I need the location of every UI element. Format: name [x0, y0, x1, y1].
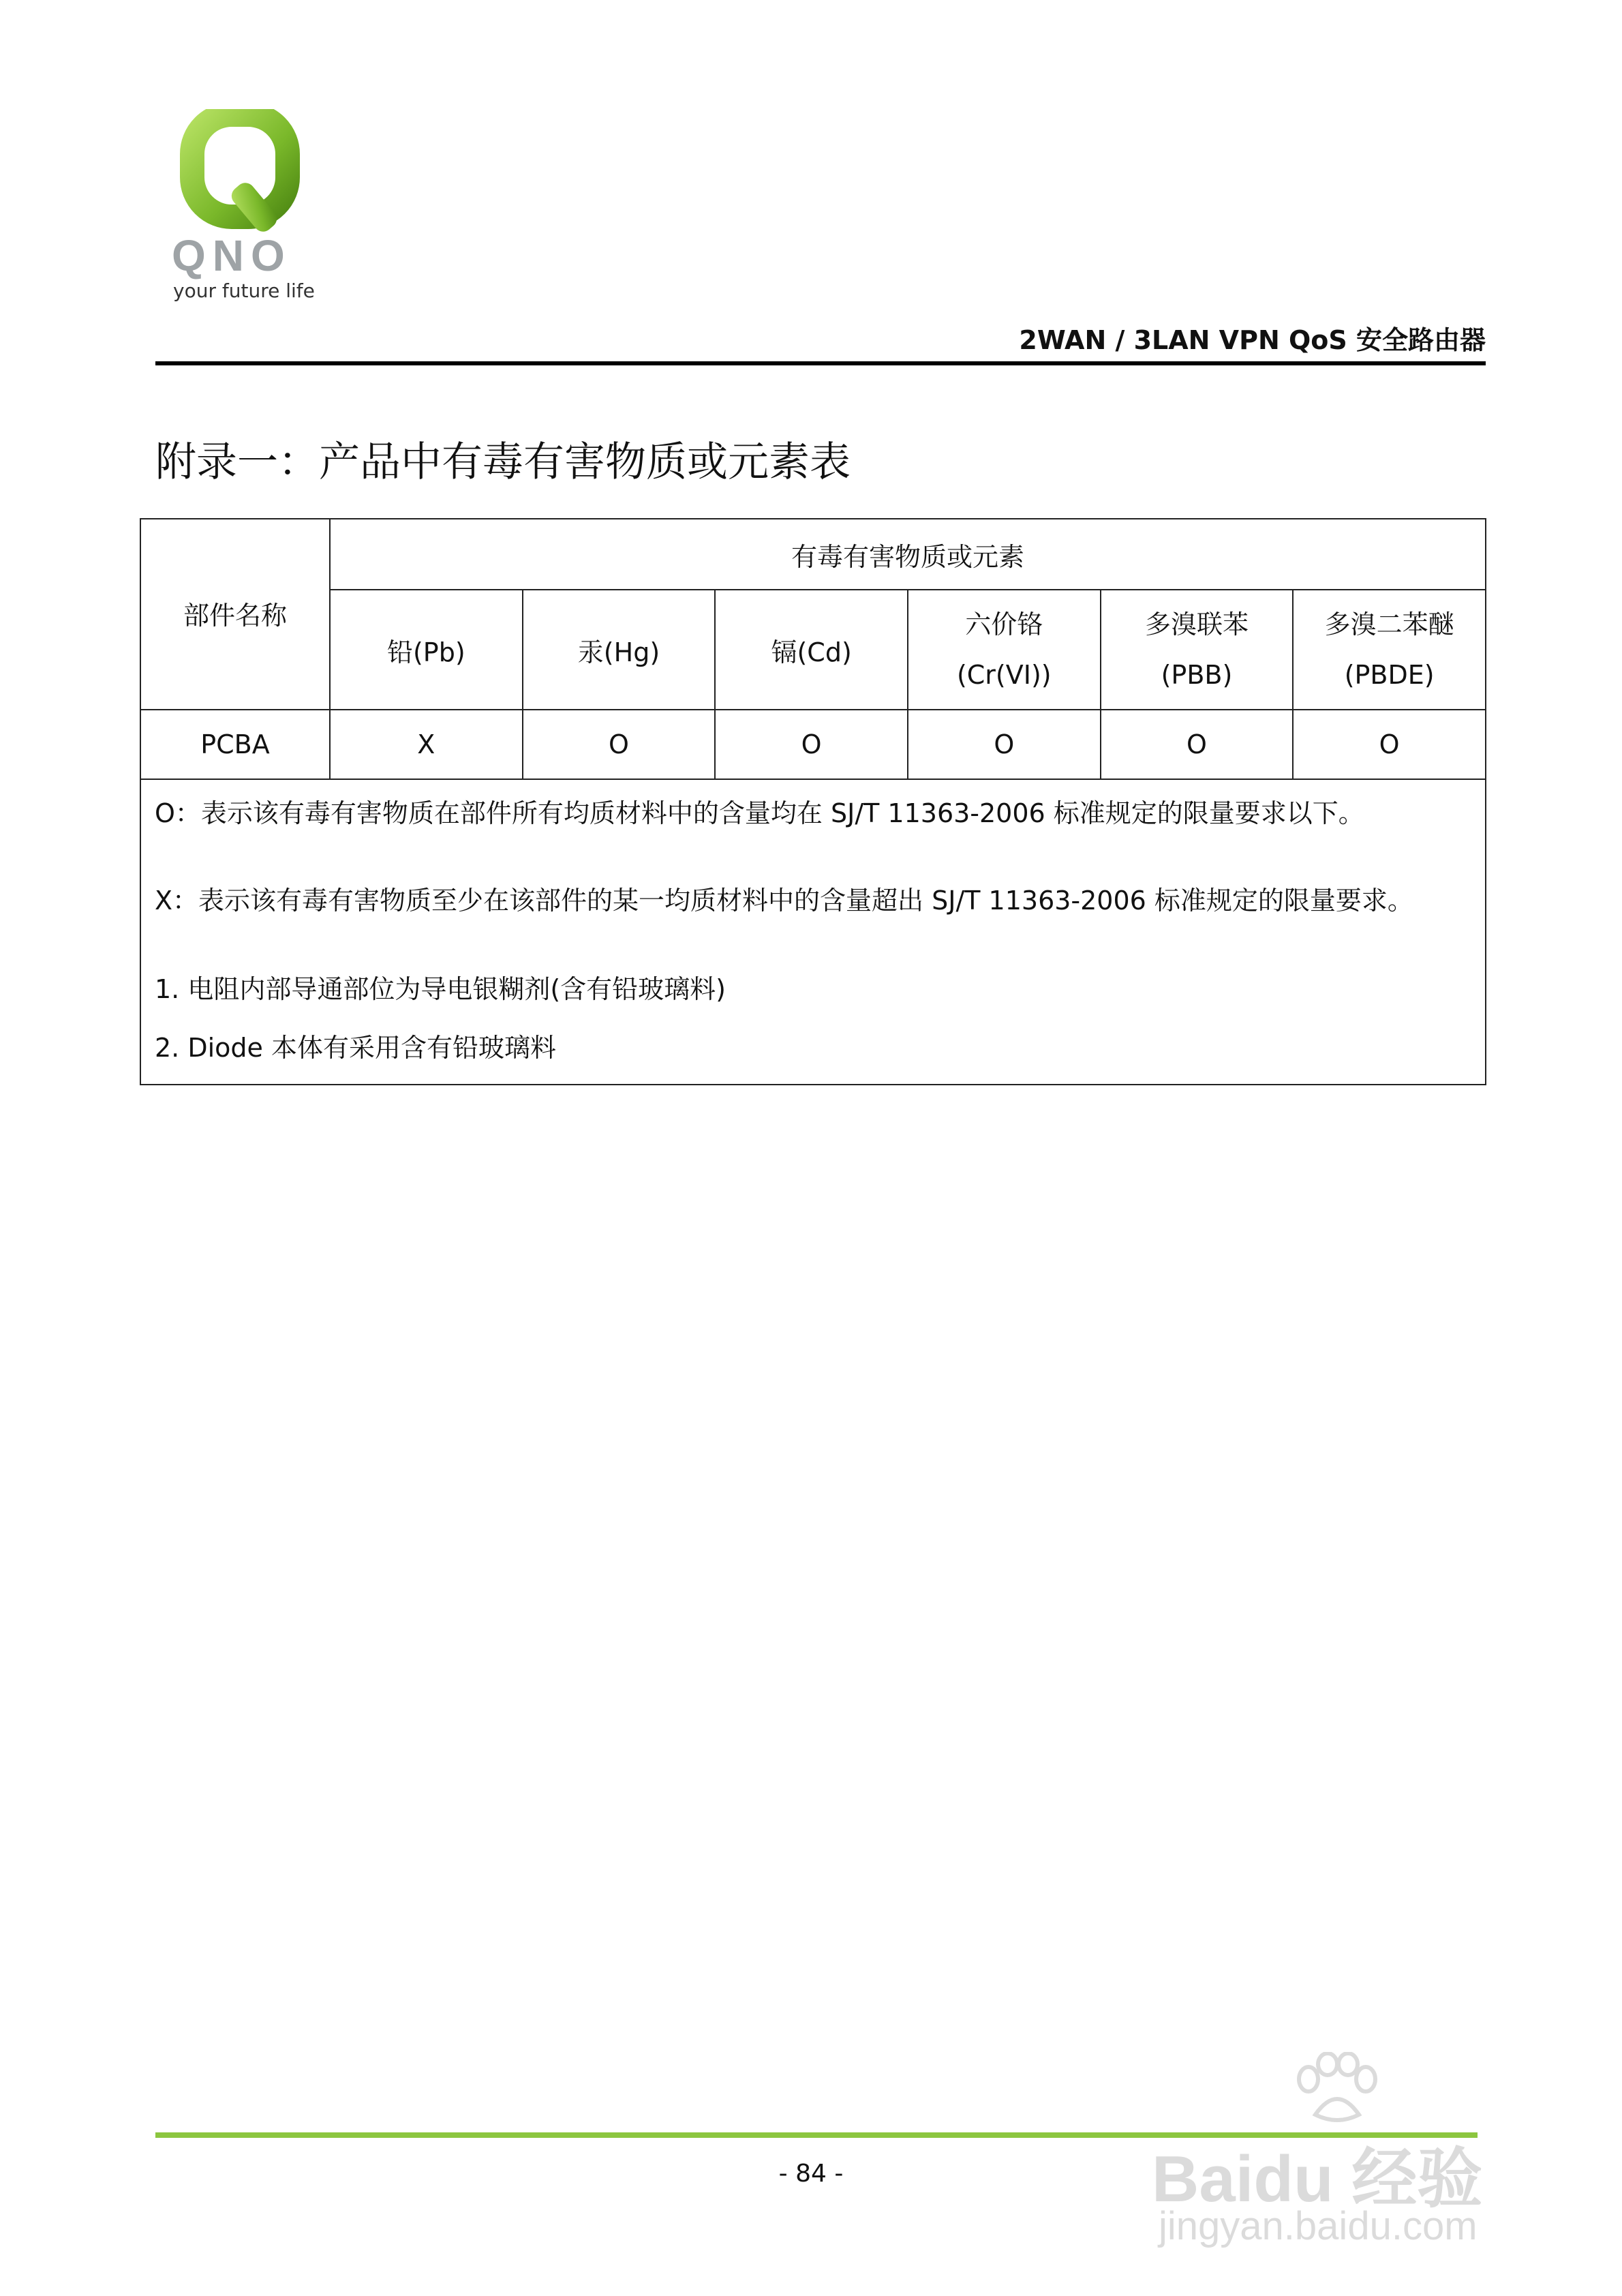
page-number: - 84 -	[778, 2160, 844, 2188]
substance-group-header: 有毒有害物质或元素	[330, 519, 1486, 590]
baidu-watermark	[1152, 2052, 1533, 2256]
header-title: 2WAN / 3LAN VPN QoS 安全路由器	[1019, 325, 1486, 355]
watermark-brand: Baidu 经验	[1152, 2143, 1483, 2216]
part-name-cell: PCBA	[140, 710, 330, 779]
paw-icon	[1288, 2052, 1383, 2127]
note-1: 1. 电阻内部导通部位为导电银糊剂(含有铅玻璃料)	[155, 974, 726, 1004]
substance-header-cd: 镉(Cd)	[715, 590, 908, 710]
value-cell-hg: O	[523, 710, 716, 779]
hazardous-substance-table	[140, 518, 1486, 1085]
substance-header-pbde: 多溴二苯醚 (PBDE)	[1293, 590, 1486, 710]
value-cell-pbb: O	[1101, 710, 1294, 779]
q-logo-icon	[177, 109, 313, 245]
table-row	[140, 710, 1486, 779]
part-name-header: 部件名称	[140, 519, 330, 710]
note-x: X：表示该有毒有害物质至少在该部件的某一均质材料中的含量超出 SJ/T 11363-2006 标准规定的限量要求。	[155, 886, 1413, 916]
watermark-url: jingyan.baidu.com	[1159, 2204, 1478, 2248]
qno-logo	[164, 109, 341, 314]
value-cell-cd: O	[715, 710, 908, 779]
value-cell-crvi: O	[908, 710, 1101, 779]
logo-brand: QNO	[172, 231, 292, 280]
page-title: 附录一：产品中有毒有害物质或元素表	[155, 438, 851, 486]
substance-header-pb: 铅(Pb)	[330, 590, 523, 710]
note-2: 2. Diode 本体有采用含有铅玻璃料	[155, 1033, 556, 1063]
notes-cell	[140, 779, 1486, 1085]
value-cell-pb: X	[330, 710, 523, 779]
logo-tagline: your future life	[173, 280, 315, 302]
value-cell-pbde: O	[1293, 710, 1486, 779]
note-o: O：表示该有毒有害物质在部件所有均质材料中的含量均在 SJ/T 11363-2006 标准规定的限量要求以下。	[155, 798, 1364, 828]
substance-header-pbb: 多溴联苯 (PBB)	[1101, 590, 1294, 710]
header-divider	[155, 361, 1486, 365]
substance-header-crvi: 六价铬 (Cr(VI))	[908, 590, 1101, 710]
substance-header-hg: 汞(Hg)	[523, 590, 716, 710]
